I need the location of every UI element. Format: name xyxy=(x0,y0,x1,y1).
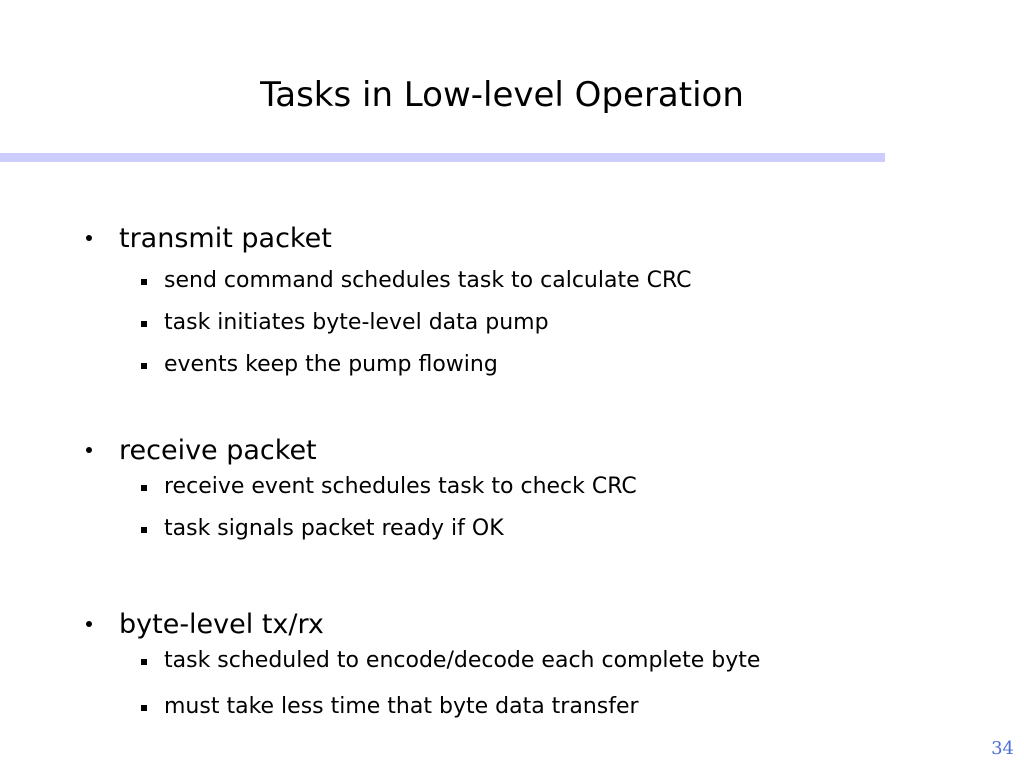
square-bullet-icon xyxy=(141,321,147,327)
bullet-group-receive-packet xyxy=(86,434,986,556)
sub-bullet-item xyxy=(86,308,986,350)
sub-bullet-item xyxy=(86,692,986,734)
square-bullet-icon xyxy=(141,363,147,369)
bullet-item xyxy=(86,608,986,646)
sub-bullet-text: receive event schedules task to check CRC xyxy=(164,474,637,499)
square-bullet-icon xyxy=(141,659,147,665)
page-number: 34 xyxy=(991,738,1014,759)
sub-bullet-item xyxy=(86,514,986,556)
title-rule xyxy=(0,153,885,162)
bullet-text: byte-level tx/rx xyxy=(119,609,324,640)
sub-bullet-item xyxy=(86,646,986,688)
bullet-dot-icon xyxy=(86,621,92,627)
sub-bullet-text: task initiates byte-level data pump xyxy=(164,310,549,335)
sub-bullet-item xyxy=(86,266,986,308)
bullet-dot-icon xyxy=(86,235,92,241)
sub-bullet-text: task signals packet ready if OK xyxy=(164,516,504,541)
sub-bullet-text: events keep the pump flowing xyxy=(164,352,498,377)
sub-bullet-text: must take less time that byte data transfer xyxy=(164,694,639,719)
bullet-dot-icon xyxy=(86,447,92,453)
bullet-text: receive packet xyxy=(119,435,317,466)
square-bullet-icon xyxy=(141,279,147,285)
square-bullet-icon xyxy=(141,705,147,711)
square-bullet-icon xyxy=(141,485,147,491)
bullet-text: transmit packet xyxy=(119,223,332,254)
square-bullet-icon xyxy=(141,527,147,533)
slide-title: Tasks in Low-level Operation xyxy=(260,75,744,115)
sub-bullet-item xyxy=(86,350,986,392)
bullet-item xyxy=(86,434,986,472)
sub-bullet-text: send command schedules task to calculate CRC xyxy=(164,268,692,293)
sub-bullet-item xyxy=(86,472,986,514)
bullet-group-transmit-packet xyxy=(86,222,986,392)
bullet-item xyxy=(86,222,986,260)
sub-bullet-text: task scheduled to encode/decode each complete byte xyxy=(164,648,761,673)
bullet-group-byte-level xyxy=(86,608,986,734)
